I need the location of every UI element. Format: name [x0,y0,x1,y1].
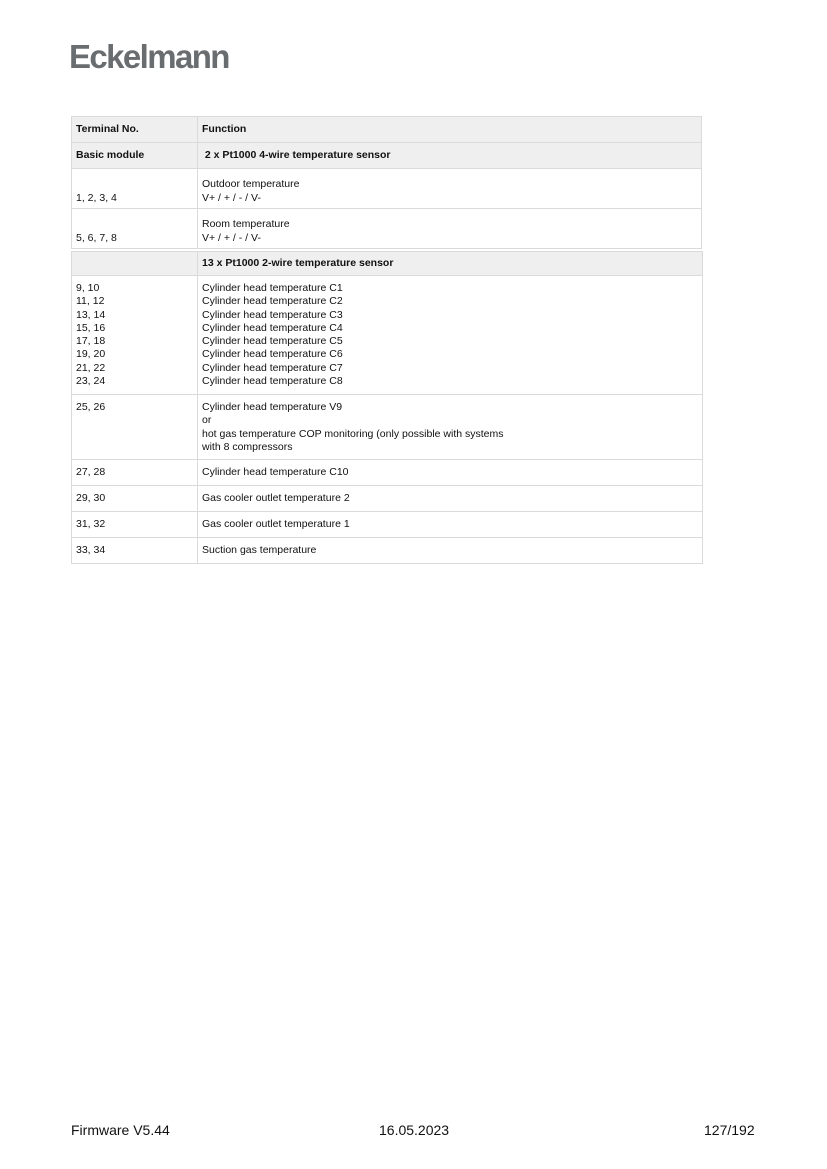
function-cell: Gas cooler outlet temperature 2 [198,486,703,512]
function-line: Outdoor temperature [202,178,300,191]
section-title-text: 2 x Pt1000 4-wire temperature sensor [204,148,391,161]
table-header-row [72,117,702,143]
table-row [72,486,703,512]
function-line: Cylinder head temperature C1 [202,282,343,294]
section-label [72,252,198,276]
function-line: Cylinder head temperature C5 [202,335,343,348]
function-line: Cylinder head temperature C6 [202,348,343,361]
function-cell: Cylinder head temperature C10 [198,460,703,486]
terminal-cell: 27, 28 [72,460,198,486]
function-line: V+ / + / - / V- [202,191,261,204]
terminal-cell: 25, 26 [72,395,198,460]
function-line: or [202,414,212,427]
firmware-version: Firmware V5.44 [71,1122,170,1138]
terminal-line: 21, 22 [76,361,106,374]
function-cell [198,169,702,209]
function-cell [198,276,703,395]
page-number: 127/192 [704,1122,755,1138]
section-title [198,143,702,169]
table-row [72,538,703,564]
terminal-line: 19, 20 [76,348,106,361]
function-line: Cylinder head temperature C2 [202,295,343,308]
function-line: Cylinder head temperature C7 [202,361,343,374]
terminal-line: 23, 24 [76,375,106,388]
function-cell [198,209,702,249]
function-cell: Gas cooler outlet temperature 1 [198,512,703,538]
terminal-cell: 31, 32 [72,512,198,538]
table-row [72,276,703,395]
section-row-2wire [72,252,703,276]
document-date: 16.05.2023 [379,1122,450,1138]
function-line: Cylinder head temperature C3 [202,308,343,321]
function-line: Cylinder head temperature V9 [202,401,343,413]
terminal-cell [72,276,198,395]
terminal-no-header: Terminal No. [72,117,198,143]
terminal-cell: 1, 2, 3, 4 [72,169,198,209]
function-line: hot gas temperature COP monitoring (only possible with systems [202,427,504,440]
table-row [72,169,702,209]
section-title: 13 x Pt1000 2-wire temperature sensor [198,252,703,276]
table-row [72,395,703,460]
terminal-line: 9, 10 [76,282,100,294]
function-line: V+ / + / - / V- [202,231,261,244]
eckelmann-logo: Eckelmann [69,38,229,75]
terminal-table-basic [71,116,702,249]
section-row-basic-module [72,143,702,169]
function-line: Cylinder head temperature C8 [202,375,343,388]
terminal-cell: 5, 6, 7, 8 [72,209,198,249]
terminal-cell: 29, 30 [72,486,198,512]
table-row [72,512,703,538]
terminal-line: 15, 16 [76,321,106,334]
terminal-table-sensors [71,251,703,564]
table-row [72,209,702,249]
function-header: Function [198,117,702,143]
terminal-line: 11, 12 [76,295,105,308]
function-cell: Suction gas temperature [198,538,703,564]
function-line: Room temperature [202,218,290,231]
terminal-line: 17, 18 [76,335,106,348]
section-label: Basic module [72,143,198,169]
table-row [72,460,703,486]
function-line: with 8 compressors [202,440,293,453]
terminal-line: 13, 14 [76,308,106,321]
function-cell [198,395,703,460]
terminal-cell: 33, 34 [72,538,198,564]
function-line: Cylinder head temperature C4 [202,321,343,334]
